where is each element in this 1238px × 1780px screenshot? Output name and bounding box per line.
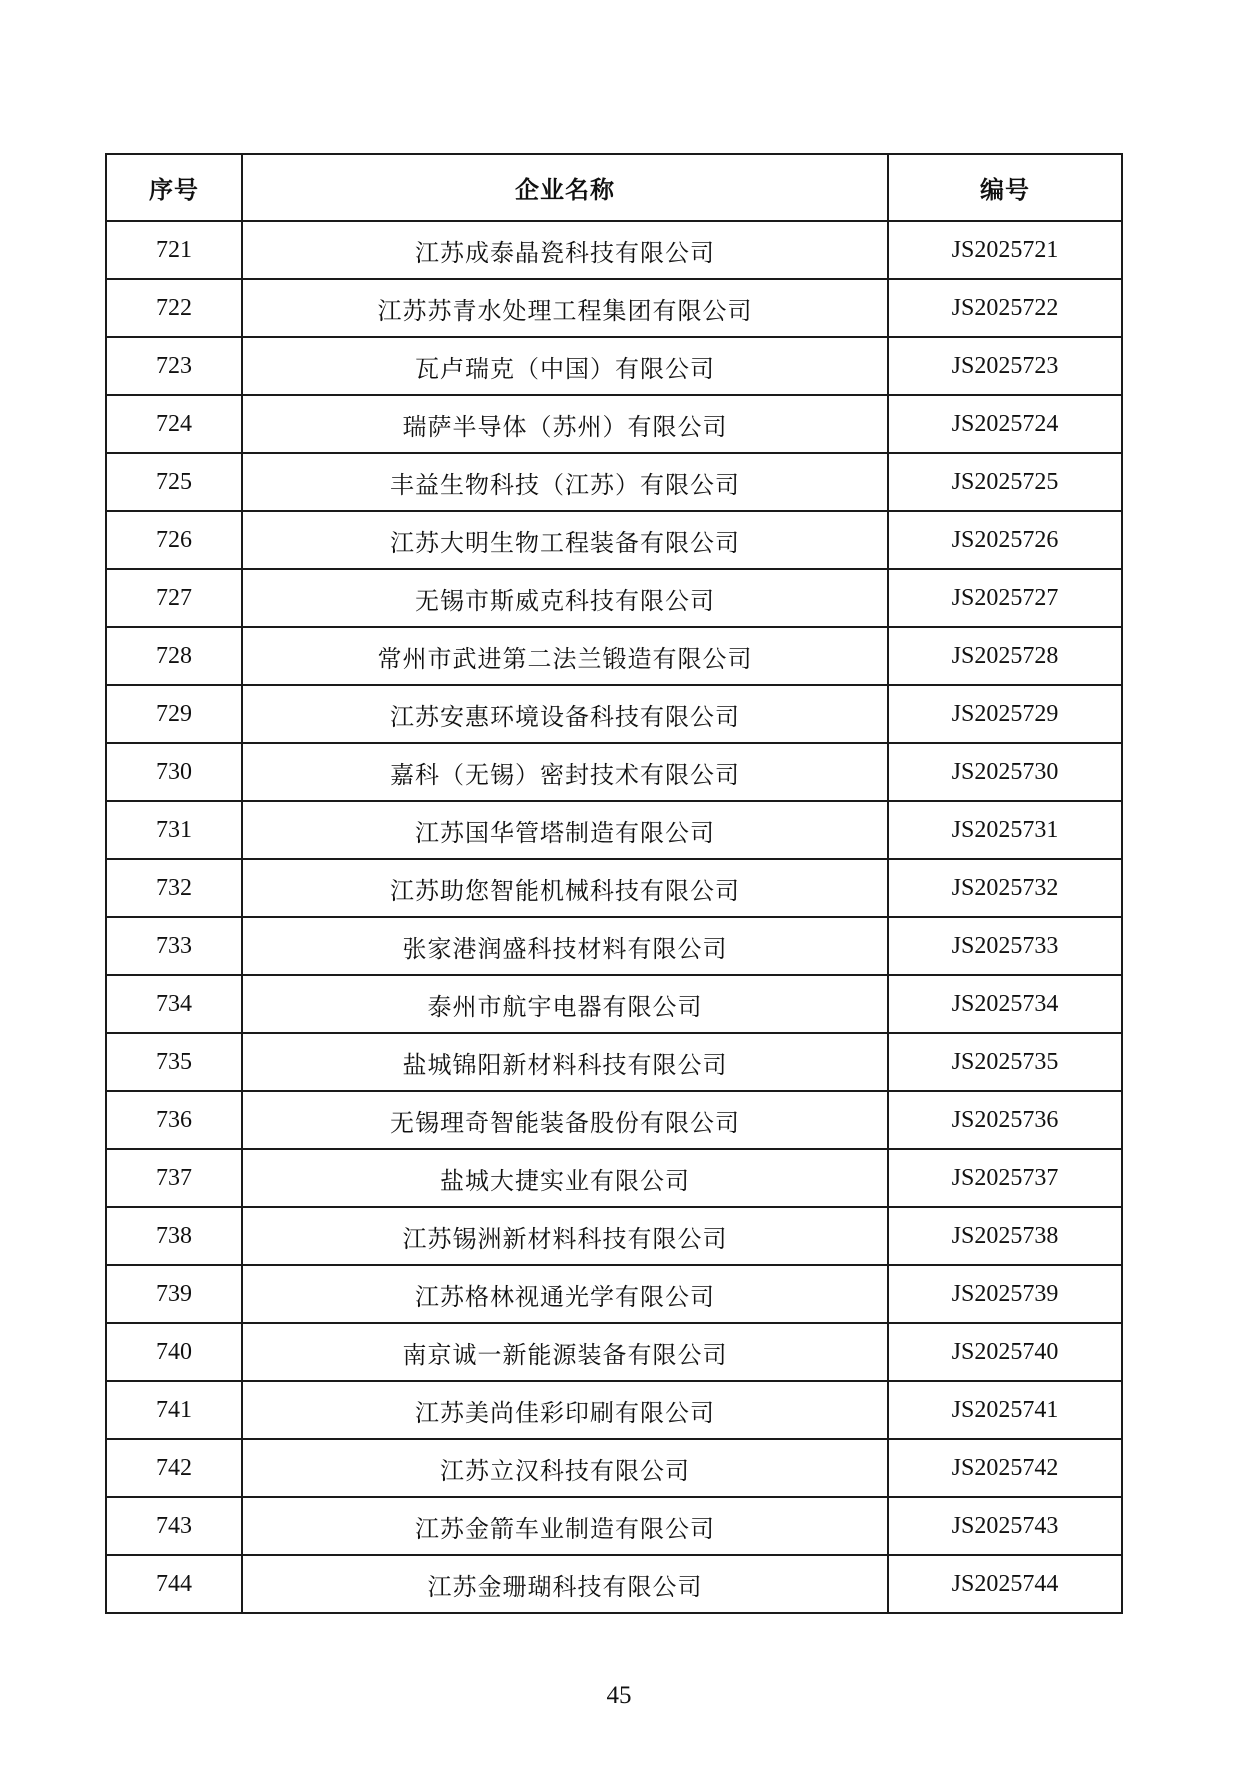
- cell-serial-number: 739: [106, 1265, 242, 1323]
- cell-serial-number: 724: [106, 395, 242, 453]
- cell-company-name: 江苏立汉科技有限公司: [242, 1439, 888, 1497]
- table-row: [106, 1207, 1122, 1265]
- cell-serial-number: 735: [106, 1033, 242, 1091]
- cell-serial-number: 737: [106, 1149, 242, 1207]
- cell-code: JS2025739: [888, 1265, 1122, 1323]
- cell-code: JS2025731: [888, 801, 1122, 859]
- cell-code: JS2025730: [888, 743, 1122, 801]
- table-row: [106, 859, 1122, 917]
- cell-serial-number: 730: [106, 743, 242, 801]
- cell-serial-number: 731: [106, 801, 242, 859]
- table-row: [106, 1439, 1122, 1497]
- header-code: 编号: [888, 154, 1122, 221]
- cell-serial-number: 744: [106, 1555, 242, 1613]
- cell-company-name: 丰益生物科技（江苏）有限公司: [242, 453, 888, 511]
- cell-company-name: 张家港润盛科技材料有限公司: [242, 917, 888, 975]
- cell-code: JS2025728: [888, 627, 1122, 685]
- cell-company-name: 无锡市斯威克科技有限公司: [242, 569, 888, 627]
- cell-company-name: 江苏助您智能机械科技有限公司: [242, 859, 888, 917]
- cell-code: JS2025727: [888, 569, 1122, 627]
- cell-company-name: 江苏成泰晶瓷科技有限公司: [242, 221, 888, 279]
- cell-company-name: 无锡理奇智能装备股份有限公司: [242, 1091, 888, 1149]
- cell-serial-number: 743: [106, 1497, 242, 1555]
- table-row: [106, 1149, 1122, 1207]
- cell-code: JS2025732: [888, 859, 1122, 917]
- cell-serial-number: 722: [106, 279, 242, 337]
- cell-company-name: 江苏大明生物工程装备有限公司: [242, 511, 888, 569]
- cell-company-name: 江苏锡洲新材料科技有限公司: [242, 1207, 888, 1265]
- cell-code: JS2025722: [888, 279, 1122, 337]
- table-row: [106, 917, 1122, 975]
- cell-serial-number: 728: [106, 627, 242, 685]
- cell-serial-number: 721: [106, 221, 242, 279]
- cell-code: JS2025738: [888, 1207, 1122, 1265]
- cell-serial-number: 741: [106, 1381, 242, 1439]
- cell-code: JS2025733: [888, 917, 1122, 975]
- cell-code: JS2025734: [888, 975, 1122, 1033]
- table-row: [106, 743, 1122, 801]
- cell-code: JS2025743: [888, 1497, 1122, 1555]
- cell-code: JS2025736: [888, 1091, 1122, 1149]
- cell-code: JS2025744: [888, 1555, 1122, 1613]
- table-row: [106, 627, 1122, 685]
- table-row: [106, 1555, 1122, 1613]
- cell-company-name: 江苏国华管塔制造有限公司: [242, 801, 888, 859]
- cell-code: JS2025740: [888, 1323, 1122, 1381]
- cell-code: JS2025723: [888, 337, 1122, 395]
- cell-code: JS2025741: [888, 1381, 1122, 1439]
- cell-company-name: 盐城大捷实业有限公司: [242, 1149, 888, 1207]
- cell-company-name: 江苏格林视通光学有限公司: [242, 1265, 888, 1323]
- cell-serial-number: 740: [106, 1323, 242, 1381]
- table-row: [106, 1033, 1122, 1091]
- table-row: [106, 511, 1122, 569]
- cell-company-name: 泰州市航宇电器有限公司: [242, 975, 888, 1033]
- page-number: 45: [606, 1682, 632, 1709]
- cell-code: JS2025724: [888, 395, 1122, 453]
- cell-serial-number: 742: [106, 1439, 242, 1497]
- cell-code: JS2025726: [888, 511, 1122, 569]
- cell-code: JS2025737: [888, 1149, 1122, 1207]
- table-row: [106, 975, 1122, 1033]
- table-row: [106, 801, 1122, 859]
- cell-company-name: 江苏安惠环境设备科技有限公司: [242, 685, 888, 743]
- cell-company-name: 江苏美尚佳彩印刷有限公司: [242, 1381, 888, 1439]
- table-row: [106, 1497, 1122, 1555]
- table-row: [106, 569, 1122, 627]
- company-list-table: [105, 153, 1123, 1614]
- table-row: [106, 1265, 1122, 1323]
- cell-company-name: 嘉科（无锡）密封技术有限公司: [242, 743, 888, 801]
- cell-code: JS2025742: [888, 1439, 1122, 1497]
- table-row: [106, 279, 1122, 337]
- cell-code: JS2025721: [888, 221, 1122, 279]
- table-row: [106, 1323, 1122, 1381]
- cell-serial-number: 736: [106, 1091, 242, 1149]
- table-header-row: [106, 154, 1122, 221]
- cell-serial-number: 733: [106, 917, 242, 975]
- cell-serial-number: 738: [106, 1207, 242, 1265]
- table-row: [106, 1091, 1122, 1149]
- cell-company-name: 瑞萨半导体（苏州）有限公司: [242, 395, 888, 453]
- cell-company-name: 盐城锦阳新材料科技有限公司: [242, 1033, 888, 1091]
- table-body: [106, 221, 1122, 1613]
- table-row: [106, 685, 1122, 743]
- cell-serial-number: 732: [106, 859, 242, 917]
- cell-serial-number: 729: [106, 685, 242, 743]
- cell-serial-number: 726: [106, 511, 242, 569]
- cell-serial-number: 727: [106, 569, 242, 627]
- table-row: [106, 337, 1122, 395]
- cell-company-name: 南京诚一新能源装备有限公司: [242, 1323, 888, 1381]
- header-company-name: 企业名称: [242, 154, 888, 221]
- cell-code: JS2025729: [888, 685, 1122, 743]
- cell-company-name: 江苏金珊瑚科技有限公司: [242, 1555, 888, 1613]
- cell-company-name: 江苏苏青水处理工程集团有限公司: [242, 279, 888, 337]
- table-row: [106, 395, 1122, 453]
- company-list-table-container: [105, 153, 1121, 1614]
- cell-company-name: 常州市武进第二法兰锻造有限公司: [242, 627, 888, 685]
- header-serial-number: 序号: [106, 154, 242, 221]
- table-row: [106, 453, 1122, 511]
- table-row: [106, 1381, 1122, 1439]
- cell-serial-number: 734: [106, 975, 242, 1033]
- cell-serial-number: 725: [106, 453, 242, 511]
- cell-serial-number: 723: [106, 337, 242, 395]
- cell-code: JS2025725: [888, 453, 1122, 511]
- cell-company-name: 江苏金箭车业制造有限公司: [242, 1497, 888, 1555]
- cell-company-name: 瓦卢瑞克（中国）有限公司: [242, 337, 888, 395]
- table-row: [106, 221, 1122, 279]
- cell-code: JS2025735: [888, 1033, 1122, 1091]
